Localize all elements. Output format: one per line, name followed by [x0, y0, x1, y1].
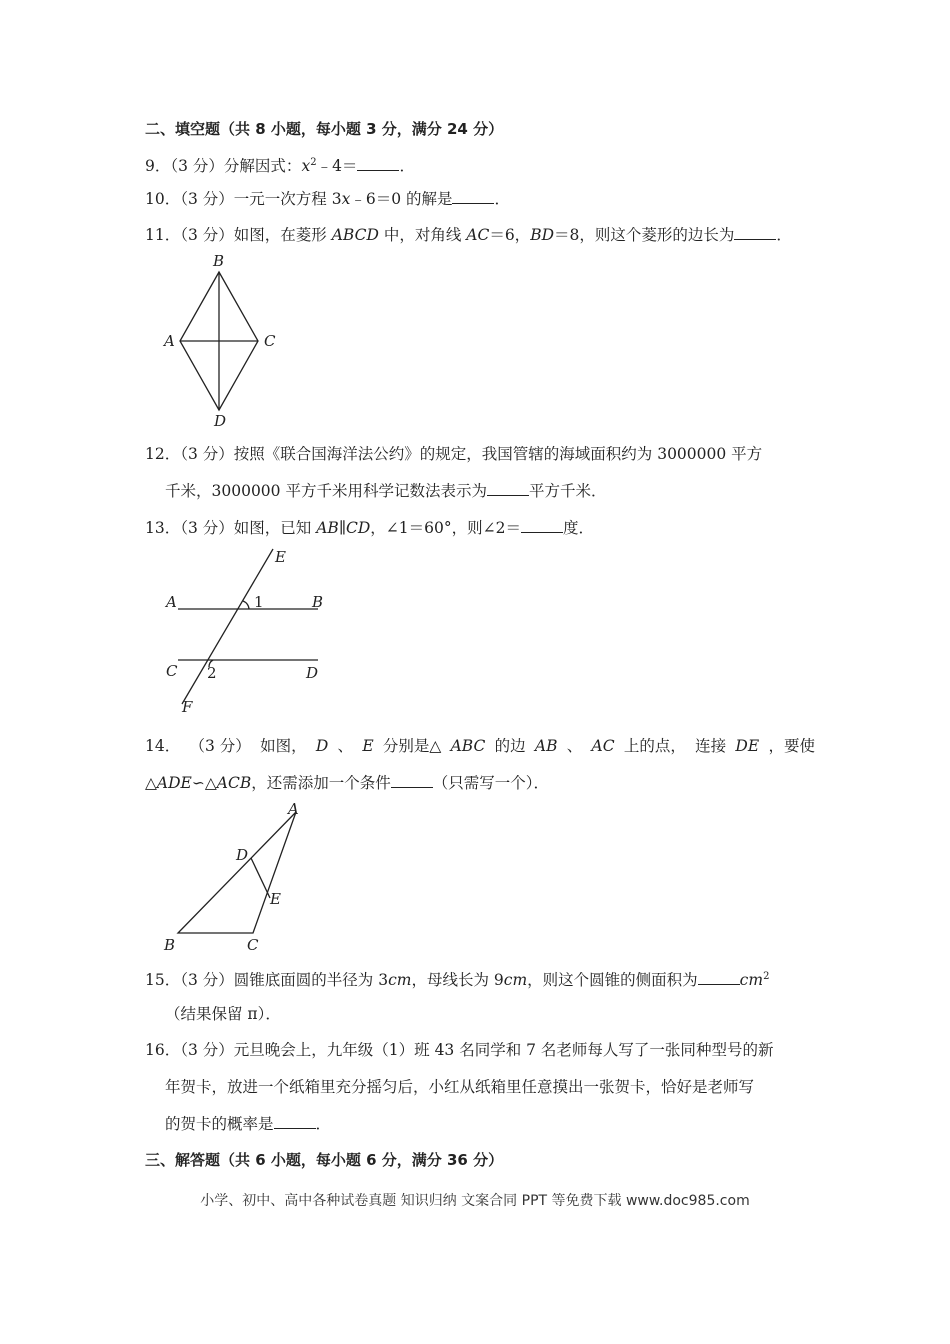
- q14-var-ac: AC: [591, 737, 615, 755]
- q13-parallel: ∥: [338, 519, 346, 537]
- q14-text-3: 的边: [494, 737, 526, 755]
- q14-text-2: 分别是△: [382, 737, 442, 755]
- q16-answer-blank[interactable]: [274, 1114, 316, 1129]
- triangle-abc: [178, 812, 296, 933]
- q10-end: ．: [494, 190, 510, 208]
- q14-text-6: ，要使: [768, 737, 815, 755]
- question-10: [145, 188, 815, 210]
- q15-unit-1: cm: [388, 971, 412, 990]
- q16-text-1: 元旦晚会上，九年级（1）班 43 名同学和 7 名老师每人写了一张同种型号的新: [233, 1041, 774, 1059]
- q14-end: （只需写一个）．: [432, 774, 550, 792]
- q14-similar: ∽△: [191, 774, 217, 792]
- q13-text-2: ，∠1＝60°，则∠2＝: [370, 519, 521, 537]
- q16-text-3: 的贺卡的概率是: [165, 1115, 274, 1133]
- q13-points: （3 分）: [180, 519, 234, 537]
- q16-points: （3 分）: [180, 1041, 234, 1059]
- q14-text-4: 上的点，: [623, 737, 686, 755]
- q15-number: 15．: [145, 971, 181, 990]
- q13-answer-blank[interactable]: [521, 518, 563, 533]
- label-e: E: [275, 548, 286, 566]
- question-12-line-2: [165, 480, 835, 502]
- q11-var-ac: AC: [466, 226, 490, 244]
- label-b: B: [164, 936, 176, 954]
- question-14-line-1: [145, 735, 815, 757]
- label-a: A: [288, 800, 299, 818]
- q14-var-abc: ABC: [450, 737, 486, 755]
- q11-answer-blank[interactable]: [734, 225, 776, 240]
- line-ef: [182, 549, 273, 704]
- q15-unit-3: cm: [739, 971, 764, 990]
- q10-rest: ﹣6＝0 的解是: [350, 190, 453, 208]
- question-11: [145, 224, 815, 246]
- label-c: C: [247, 936, 259, 954]
- question-15: [145, 966, 815, 991]
- q13-text: 如图，已知: [233, 519, 317, 537]
- footer-watermark: 小学、初中、高中各种试卷真题 知识归纳 文案合同 PPT 等免费下载 www.doc985.com: [200, 1193, 750, 1209]
- q11-text-4: ＝8，则这个菱形的边长为: [554, 226, 735, 244]
- label-angle-2: 2: [207, 664, 217, 682]
- q14-text-7: ，还需添加一个条件: [251, 774, 391, 792]
- q10-answer-blank[interactable]: [452, 189, 494, 204]
- q11-text-3: ＝6，: [489, 226, 531, 244]
- q16-number: 16．: [145, 1041, 181, 1059]
- q14-triangle-sign: △: [145, 774, 157, 792]
- q12-points: （3 分）: [180, 445, 234, 463]
- q9-text: 分解因式：: [223, 157, 302, 176]
- q14-sep-1: 、: [337, 737, 354, 755]
- label-a: A: [166, 593, 177, 611]
- label-f: F: [182, 698, 193, 714]
- question-9: [145, 152, 815, 177]
- question-14-line-2: [145, 772, 815, 794]
- q15-text-3: ，则这个圆锥的侧面积为: [527, 971, 698, 990]
- question-16-line-3: [165, 1113, 835, 1135]
- q14-var-ab: AB: [534, 737, 558, 755]
- question-12-line-1: [145, 443, 815, 465]
- q15-text: 圆锥底面圆的半径为 3: [233, 971, 389, 990]
- q15-answer-blank[interactable]: [698, 970, 740, 985]
- q14-var-d: D: [315, 737, 329, 755]
- figure-parallel-lines: [160, 544, 340, 714]
- q16-end: ．: [315, 1115, 332, 1133]
- q13-number: 13．: [145, 519, 181, 537]
- section-2-heading: 二、填空题（共 8 小题，每小题 3 分，满分 24 分）: [145, 120, 504, 138]
- q9-rest: ﹣4＝: [316, 157, 358, 176]
- q9-number: 9．: [145, 157, 171, 176]
- q15-text-2: ，母线长为 9: [411, 971, 504, 990]
- q14-text-1: 如图，: [260, 737, 307, 755]
- q14-answer-blank[interactable]: [391, 773, 433, 788]
- q10-number: 10．: [145, 190, 181, 208]
- q9-exponent: 2: [310, 157, 317, 168]
- q9-var: x: [301, 157, 311, 176]
- q10-text: 一元一次方程 3: [233, 190, 342, 208]
- q9-answer-blank[interactable]: [357, 156, 399, 171]
- q11-var-bd: BD: [530, 226, 555, 244]
- q12-text-1: 按照《联合国海洋法公约》的规定，我国管辖的海域面积约为 3000000 平方: [233, 445, 763, 463]
- q13-var-cd: CD: [345, 519, 371, 537]
- question-16-line-1: [145, 1039, 815, 1061]
- label-b: B: [312, 593, 324, 611]
- label-angle-1: 1: [254, 593, 264, 611]
- label-c: C: [264, 332, 276, 350]
- q11-text: 如图，在菱形: [233, 226, 332, 244]
- q12-number: 12．: [145, 445, 181, 463]
- angle-1-arc: [243, 601, 249, 609]
- q14-points: （3 分）: [189, 737, 251, 755]
- q15-exponent: 2: [763, 971, 770, 982]
- label-b: B: [213, 252, 225, 270]
- q12-answer-blank[interactable]: [487, 481, 529, 496]
- label-d: D: [214, 412, 227, 430]
- q10-points: （3 分）: [180, 190, 234, 208]
- section-3-heading: 三、解答题（共 6 小题，每小题 6 分，满分 36 分）: [145, 1151, 504, 1169]
- q12-text-3: 平方千米．: [528, 482, 607, 500]
- label-e: E: [270, 890, 281, 908]
- question-13: [145, 517, 815, 539]
- label-a: A: [164, 332, 175, 350]
- q13-var-ab: AB: [316, 519, 339, 537]
- q12-text-2: 千米，3000000 平方千米用科学记数法表示为: [165, 482, 487, 500]
- question-16-line-2: 年贺卡，放进一个纸箱里充分摇匀后，小红从纸箱里任意摸出一张贺卡，恰好是老师写: [165, 1078, 755, 1096]
- q10-var: x: [341, 190, 351, 208]
- question-15-line-2: （结果保留 π）．: [165, 1005, 281, 1023]
- q11-var-abcd: ABCD: [331, 226, 379, 244]
- label-d: D: [236, 846, 249, 864]
- q14-var-acb: ACB: [216, 774, 252, 792]
- q11-points: （3 分）: [180, 226, 234, 244]
- q13-end: 度．: [562, 519, 594, 537]
- segment-de: [251, 858, 270, 898]
- q14-text-5: 连接: [695, 737, 727, 755]
- q9-points: （3 分）: [170, 157, 224, 176]
- q14-number: 14．: [145, 737, 181, 755]
- q15-points: （3 分）: [180, 971, 234, 990]
- q14-var-ade: ADE: [156, 774, 192, 792]
- q11-text-2: 中，对角线: [378, 226, 467, 244]
- q9-end: ．: [399, 157, 415, 176]
- figure-triangle: [160, 800, 330, 958]
- q14-var-e: E: [362, 737, 374, 755]
- label-d: D: [306, 664, 319, 682]
- q14-var-de: DE: [735, 737, 760, 755]
- q14-sep-2: 、: [566, 737, 583, 755]
- q15-unit-2: cm: [503, 971, 528, 990]
- label-c: C: [166, 662, 178, 680]
- q11-number: 11．: [145, 226, 181, 244]
- figure-rhombus: [160, 250, 290, 430]
- q11-end: ．: [776, 226, 792, 244]
